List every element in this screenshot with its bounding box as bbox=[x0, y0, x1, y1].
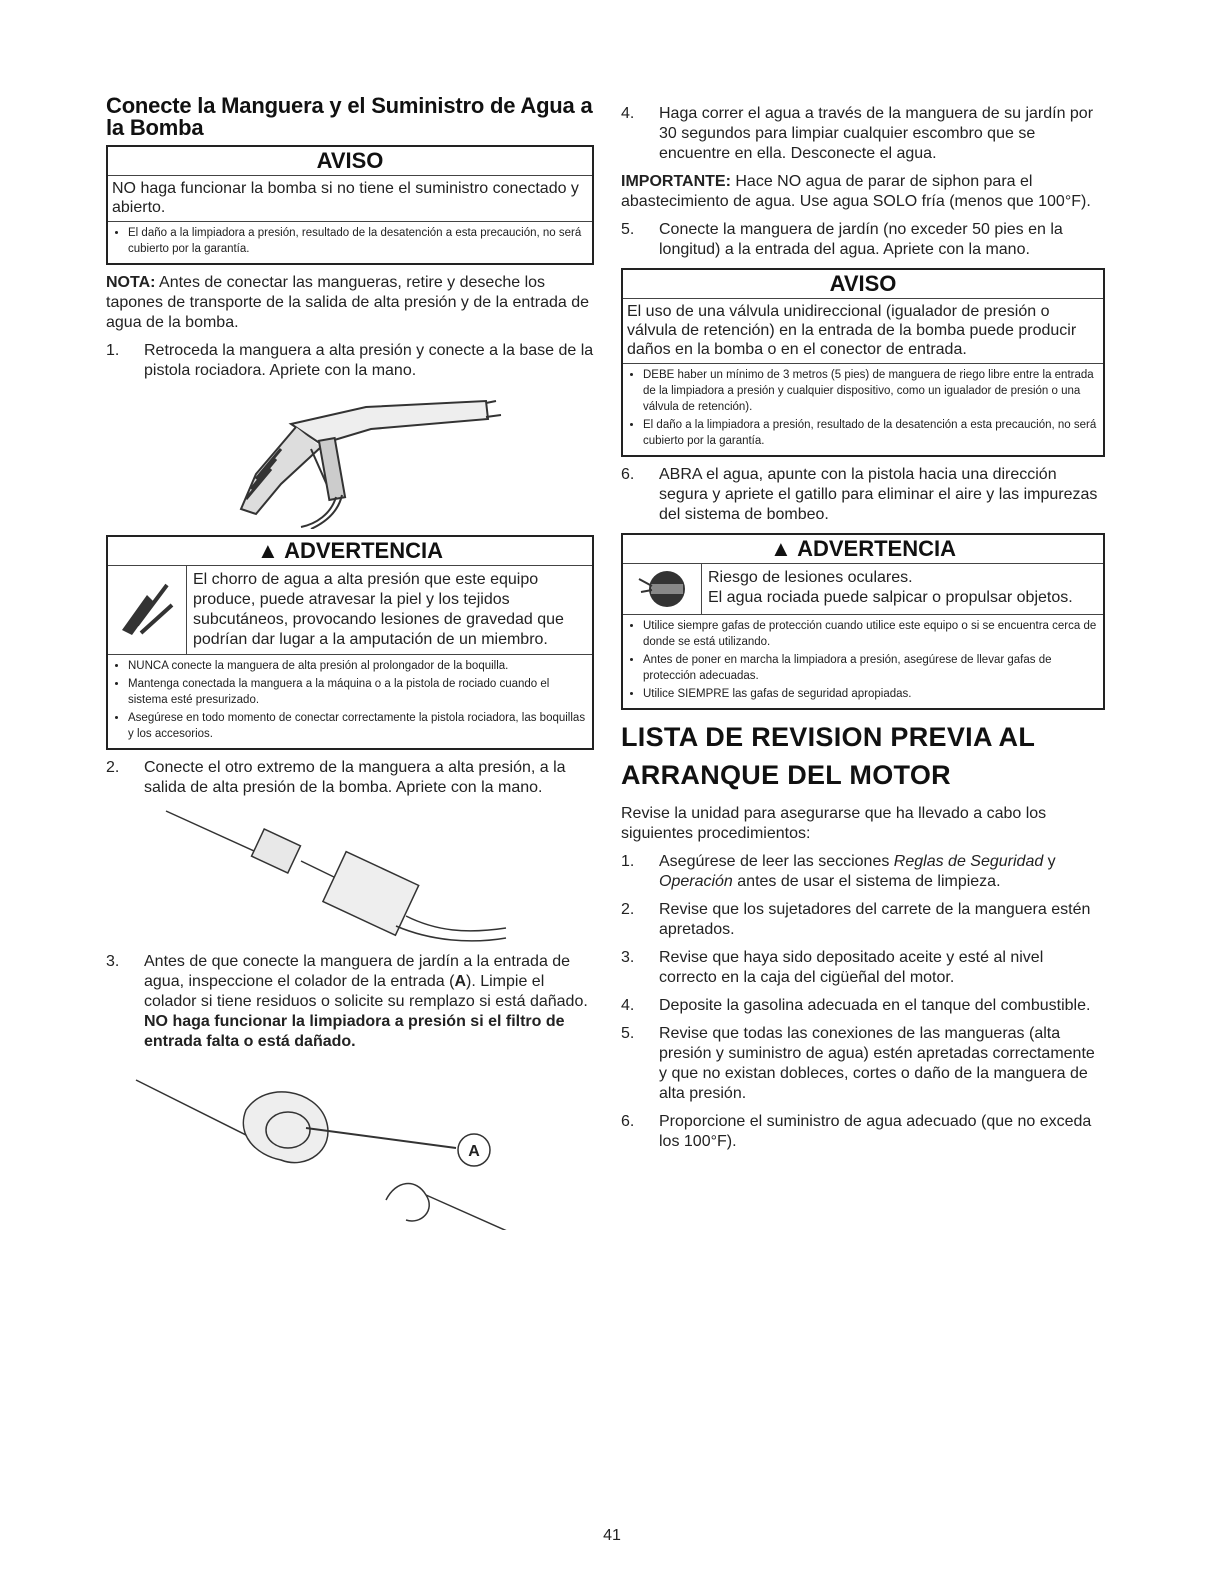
nota-text: Antes de conectar las mangueras, retire y deseche los tapones de transporte de la salida de alta presión y de la entrada de agua de la bomba. bbox=[106, 274, 589, 331]
item-number: 3. bbox=[621, 949, 635, 966]
nota-label: NOTA: bbox=[106, 274, 156, 291]
aviso-bullet: • El daño a la limpiadora a presión, resultado de la desatención a esta precaución, no será cubierto por la garantía. bbox=[643, 417, 1099, 449]
aviso-box-1 bbox=[106, 145, 594, 265]
step-3 bbox=[106, 952, 594, 1052]
advertencia-bullets bbox=[108, 655, 592, 748]
spray-gun-illustration bbox=[106, 389, 594, 529]
advertencia-main-row bbox=[108, 566, 592, 655]
step-number: 3. bbox=[106, 953, 120, 970]
item-italic: Operación bbox=[659, 873, 733, 890]
page-number: 41 bbox=[603, 1527, 621, 1544]
checklist-section-title: LISTA DE REVISION PREVIA AL ARRANQUE DEL MOTOR bbox=[621, 722, 1035, 790]
advertencia-main-text bbox=[702, 564, 1079, 614]
importante-label: IMPORTANTE: bbox=[621, 173, 731, 190]
step-number: 2. bbox=[106, 759, 120, 776]
importante-text: Hace NO agua de parar de siphon para el abastecimiento de agua. Use agua SOLO fría (menos que 100°F). bbox=[621, 173, 1091, 210]
item-text: Revise que haya sido depositado aceite y esté al nivel correcto en la caja del cigüeñal del motor. bbox=[659, 949, 1044, 986]
eye-risk-line: Riesgo de lesiones oculares. bbox=[708, 569, 913, 586]
inlet-strainer-illustration bbox=[106, 1060, 594, 1230]
left-column bbox=[106, 95, 594, 1236]
spray-risk-line: El agua rociada puede salpicar o propulsar objetos. bbox=[708, 589, 1073, 606]
advertencia-bullet: • Mantenga conectada la manguera a la máquina o a la pistola de rociado cuando el sistema esté presurizado. bbox=[128, 676, 588, 708]
item-text: Revise que los sujetadores del carrete de la manguera estén apretados. bbox=[659, 901, 1091, 938]
item-number: 2. bbox=[621, 901, 635, 918]
step-text: Retroceda la manguera a alta presión y conecte a la base de la pistola rociadora. Apriete con la mano. bbox=[144, 342, 594, 379]
advertencia-bullet: • NUNCA conecte la manguera de alta presión al prolongador de la boquilla. bbox=[128, 658, 588, 674]
aviso-bullet: • DEBE haber un mínimo de 3 metros (5 pies) de manguera de riego libre entre la entrada de la limpiadora a presión y cualquier dispositivo, como un igualador de presión o una válvula de retención). bbox=[643, 367, 1099, 415]
aviso-title: AVISO bbox=[108, 147, 592, 176]
aviso-main-text: El uso de una válvula unidireccional (igualador de presión o válvula de retención) en la entrada de la bomba puede producir daños en la bomba o en el conector de entrada. bbox=[623, 299, 1103, 364]
warning-triangle-icon: ▲ bbox=[770, 536, 792, 561]
checklist-item bbox=[621, 948, 1105, 988]
step-5 bbox=[621, 220, 1105, 260]
item-number: 1. bbox=[621, 853, 635, 870]
skin-injection-icon bbox=[108, 566, 187, 654]
aviso-bullets bbox=[623, 364, 1103, 455]
nota-paragraph bbox=[106, 273, 594, 333]
step-text: Conecte el otro extremo de la manguera a alta presión, a la salida de alta presión de la bomba. Apriete con la mano. bbox=[144, 759, 566, 796]
aviso-box-2 bbox=[621, 268, 1105, 457]
callout-a-ref: A bbox=[454, 973, 466, 990]
step-warning-bold: NO haga funcionar la limpiadora a presión si el filtro de entrada falta o está dañado. bbox=[144, 1013, 565, 1050]
checklist-item bbox=[621, 852, 1105, 892]
advertencia-title bbox=[108, 537, 592, 566]
item-text: Deposite la gasolina adecuada en el tanque del combustible. bbox=[659, 997, 1091, 1014]
step-2 bbox=[106, 758, 594, 798]
step-number: 5. bbox=[621, 221, 635, 238]
advertencia-main-row bbox=[623, 564, 1103, 615]
checklist-item bbox=[621, 900, 1105, 940]
checklist-item bbox=[621, 996, 1105, 1016]
item-text: antes de usar el sistema de limpieza. bbox=[732, 873, 1001, 890]
aviso-bullets bbox=[108, 222, 592, 263]
step-text: Haga correr el agua a través de la manguera de su jardín por 30 segundos para limpiar cualquier escombro que se encuentre en ella. Desconecte el agua. bbox=[659, 105, 1094, 162]
importante-paragraph bbox=[621, 172, 1105, 212]
item-number: 4. bbox=[621, 997, 635, 1014]
item-text: Revise que todas las conexiones de las mangueras (alta presión y suministro de agua) estén apretadas correctamente y que no existan dobleces, cortes o daño de la manguera de alta presión. bbox=[659, 1025, 1095, 1102]
advertencia-bullet: • Antes de poner en marcha la limpiadora a presión, asegúrese de llevar gafas de protección adecuadas. bbox=[643, 652, 1099, 684]
step-text: Antes de que conecte la manguera de jardín a la entrada de agua, inspeccione el colador de la entrada ( bbox=[144, 953, 571, 990]
step-number: 6. bbox=[621, 466, 635, 483]
checklist-item bbox=[621, 1024, 1105, 1104]
step-number: 4. bbox=[621, 105, 635, 122]
aviso-title: AVISO bbox=[623, 270, 1103, 299]
step-number: 1. bbox=[106, 342, 120, 359]
checklist-intro: Revise la unidad para asegurarse que ha llevado a cabo los siguientes procedimientos: bbox=[621, 805, 1047, 842]
advertencia-main-text: El chorro de agua a alta presión que este equipo produce, puede atravesar la piel y los tejidos subcutáneos, provocando lesiones de gravedad que podrían dar lugar a la amputación de un miembro. bbox=[193, 571, 564, 648]
step-text-2: ). Limpie el colador si tiene residuos o solicite su remplazo si está dañado. bbox=[144, 973, 588, 1010]
section-heading-connect: Conecte la Manguera y el Suministro de Agua a la Bomba bbox=[106, 93, 593, 140]
advertencia-box-1 bbox=[106, 535, 594, 750]
advertencia-bullet: • Utilice siempre gafas de protección cuando utilice este equipo o si se encuentra cerca de donde se está utilizando. bbox=[643, 618, 1099, 650]
advertencia-title bbox=[623, 535, 1103, 564]
item-number: 6. bbox=[621, 1113, 635, 1130]
item-text: Proporcione el suministro de agua adecuado (que no exceda los 100°F). bbox=[659, 1113, 1092, 1150]
eye-protection-icon bbox=[623, 564, 702, 614]
checklist-item bbox=[621, 1112, 1105, 1152]
item-text: Asegúrese de leer las secciones bbox=[659, 853, 894, 870]
aviso-main-text: NO haga funcionar la bomba si no tiene el suministro conectado y abierto. bbox=[108, 176, 592, 222]
step-text: ABRA el agua, apunte con la pistola hacia una dirección segura y apriete el gatillo para eliminar el aire y las impurezas del sistema de bombeo. bbox=[659, 466, 1098, 523]
item-text: y bbox=[1043, 853, 1056, 870]
advertencia-box-2 bbox=[621, 533, 1105, 710]
right-column bbox=[621, 104, 1105, 1160]
advertencia-title-text: ADVERTENCIA bbox=[797, 536, 956, 561]
advertencia-title-text: ADVERTENCIA bbox=[284, 538, 443, 563]
step-6 bbox=[621, 465, 1105, 525]
advertencia-bullets bbox=[623, 615, 1103, 708]
callout-a-label: A bbox=[468, 1143, 480, 1160]
step-1 bbox=[106, 341, 594, 381]
warning-triangle-icon: ▲ bbox=[257, 538, 279, 563]
advertencia-bullet: • Asegúrese en todo momento de conectar correctamente la pistola rociadora, las boquillas y los accesorios. bbox=[128, 710, 588, 742]
high-pressure-hose-illustration bbox=[106, 806, 594, 946]
advertencia-bullet: • Utilice SIEMPRE las gafas de seguridad apropiadas. bbox=[643, 686, 1099, 702]
step-4 bbox=[621, 104, 1105, 164]
aviso-bullet: • El daño a la limpiadora a presión, resultado de la desatención a esta precaución, no será cubierto por la garantía. bbox=[128, 225, 588, 257]
item-italic: Reglas de Seguridad bbox=[893, 853, 1044, 870]
item-number: 5. bbox=[621, 1025, 635, 1042]
step-text: Conecte la manguera de jardín (no exceder 50 pies en la longitud) a la entrada del agua. Apriete con la mano. bbox=[659, 221, 1063, 258]
